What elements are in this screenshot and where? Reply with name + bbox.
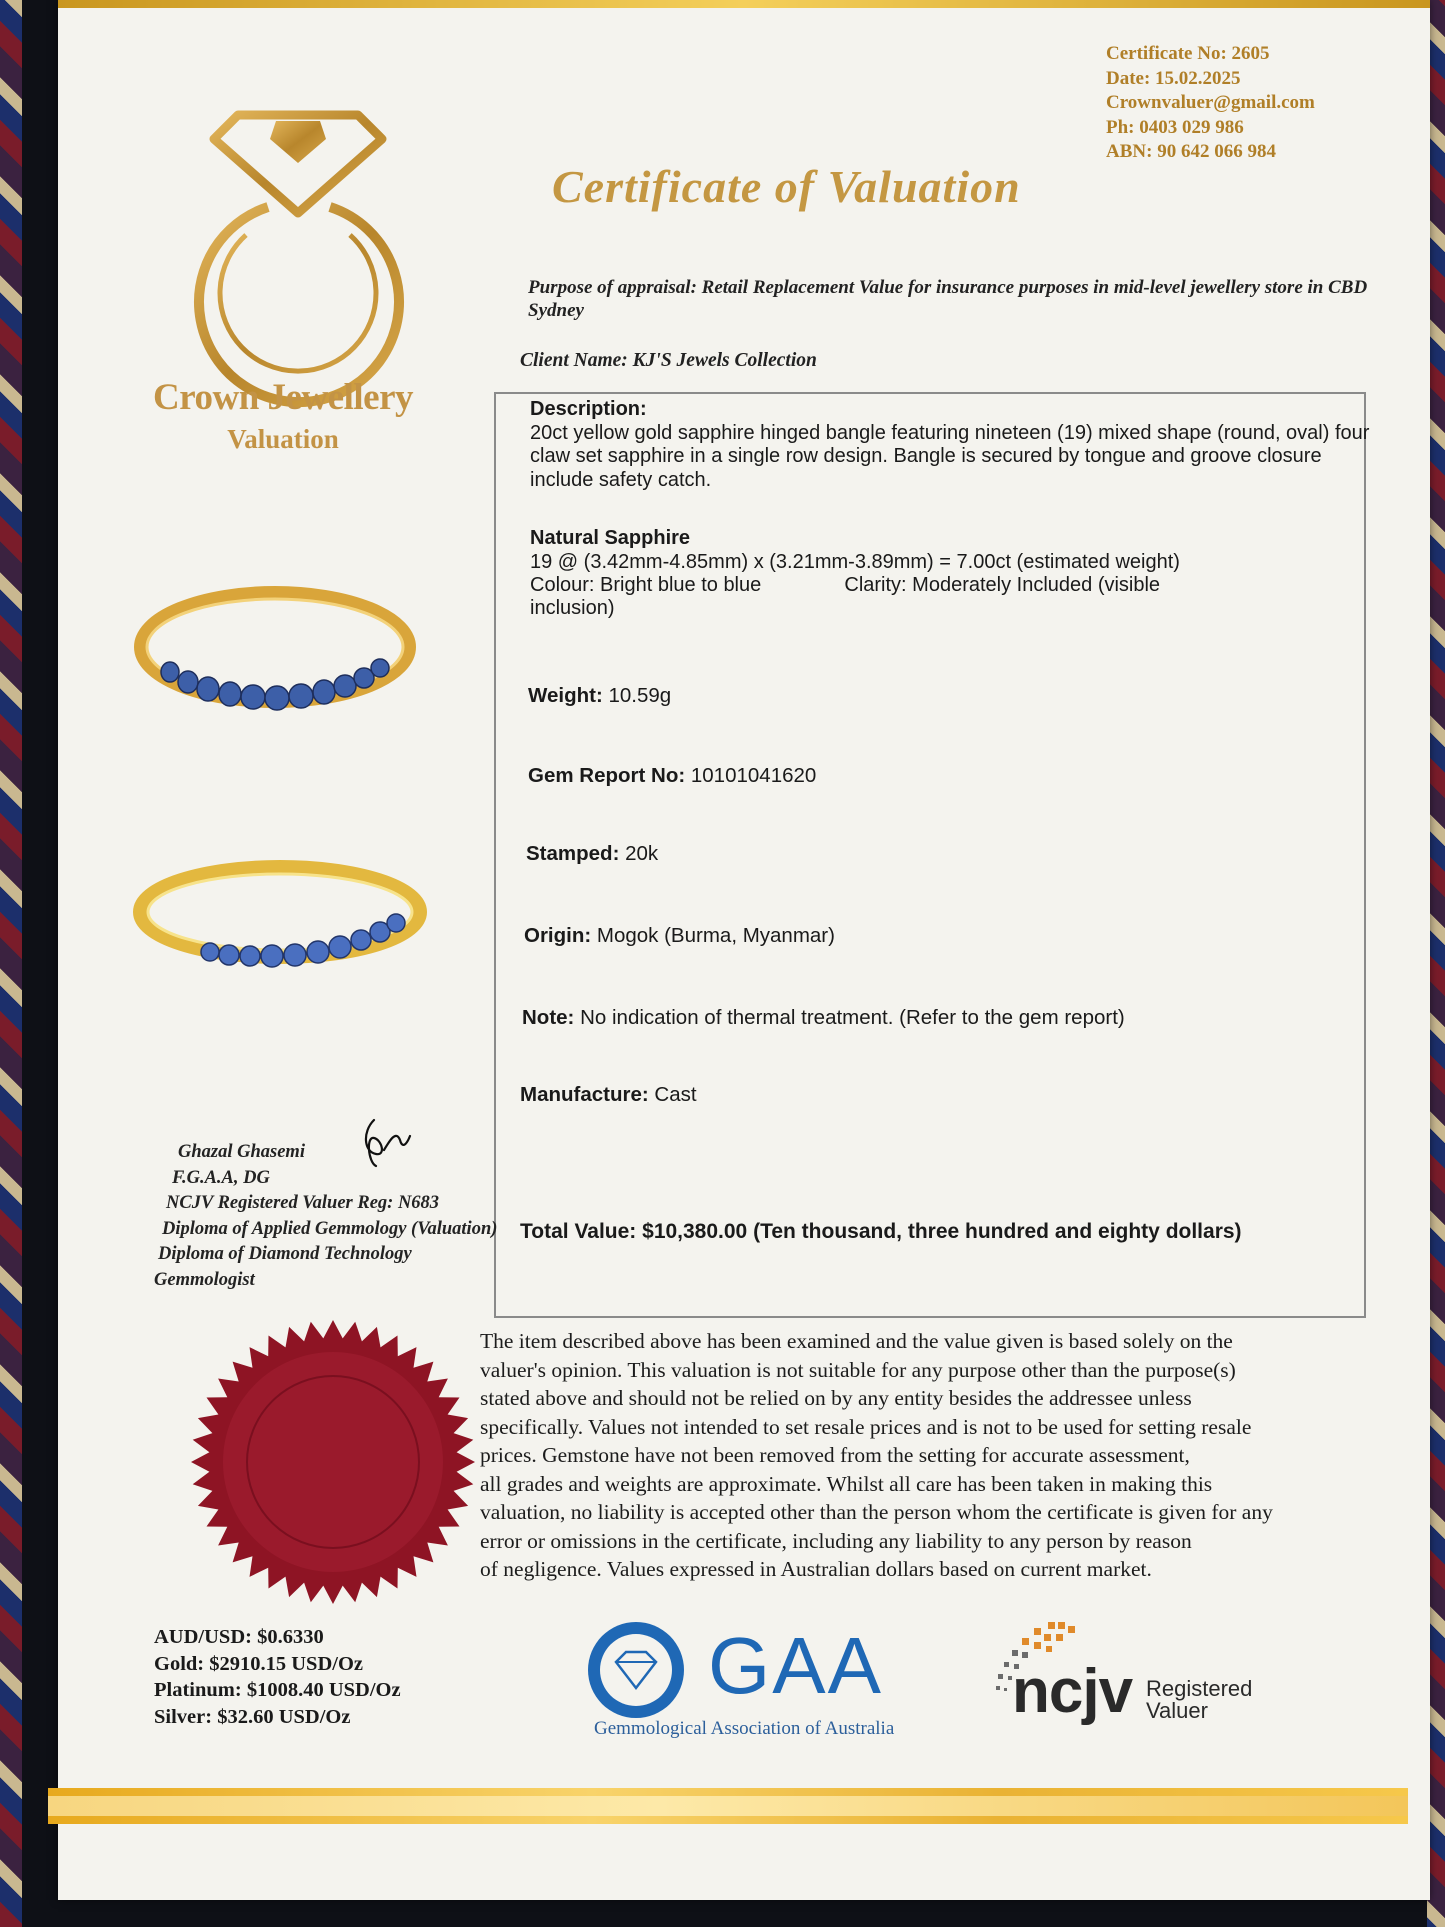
ncjv-registered: Registered bbox=[1146, 1676, 1253, 1701]
valuer-qualification: F.G.A.A, DG bbox=[172, 1167, 270, 1188]
certificate-number: Certificate No: 2605 bbox=[1106, 43, 1270, 64]
rate-aud-usd: AUD/USD: $0.6330 bbox=[154, 1626, 324, 1648]
bottom-gold-band bbox=[48, 1788, 1408, 1824]
note-field bbox=[522, 1006, 1125, 1030]
ncjv-registered-valuer bbox=[1146, 1678, 1252, 1722]
disclaimer-line: error or omissions in the certificate, including any liability to any person by reason bbox=[480, 1528, 1192, 1553]
valuer-diploma-diamond: Diploma of Diamond Technology bbox=[158, 1244, 412, 1264]
sapphire-clarity-cont: inclusion) bbox=[530, 597, 615, 619]
contact-email: Crownvaluer@gmail.com bbox=[1106, 92, 1315, 113]
stamped-field bbox=[526, 842, 658, 866]
disclaimer-line: all grades and weights are approximate. Whilst all care has been taken in making this bbox=[480, 1471, 1213, 1496]
manufacture-field bbox=[520, 1083, 697, 1107]
certificate-date: Date: 15.02.2025 bbox=[1106, 67, 1241, 89]
disclaimer-line: specifically. Values not intended to set resale prices and is not to be used for setting resale bbox=[480, 1414, 1252, 1439]
disclaimer bbox=[480, 1327, 1380, 1584]
client-name: Client Name: KJ'S Jewels Collection bbox=[520, 350, 817, 371]
certificate-title: Certificate of Valuation bbox=[552, 161, 1021, 212]
gaa-full-name: Gemmological Association of Australia bbox=[594, 1718, 895, 1739]
sapphire-colour: Colour: Bright blue to blue bbox=[530, 574, 762, 596]
manufacture-value: Cast bbox=[648, 1083, 697, 1106]
sapphire-measure: 19 @ (3.42mm-4.85mm) x (3.21mm-3.89mm) = 7.00ct (estimated weight) bbox=[530, 551, 1180, 573]
disclaimer-line: valuation, no liability is accepted other than the person whom the certificate is given for any bbox=[480, 1500, 1273, 1524]
bangle-photo-top bbox=[130, 572, 420, 742]
abn-number: ABN: 90 642 066 984 bbox=[1106, 141, 1276, 162]
ncjv-logo-text: ncjv bbox=[1012, 1657, 1133, 1726]
valuer-title: Gemmologist bbox=[154, 1269, 255, 1290]
origin-value: Mogok (Burma, Myanmar) bbox=[591, 924, 835, 947]
valuer-registration: NCJV Registered Valuer Reg: N683 bbox=[166, 1193, 440, 1213]
disclaimer-line: valuer's opinion. This valuation is not suitable for any purpose other than the purpose(s) bbox=[480, 1357, 1236, 1382]
ncjv-valuer: Valuer bbox=[1146, 1698, 1208, 1723]
certificate-info bbox=[1106, 42, 1406, 165]
total-value: Total Value: $10,380.00 (Ten thousand, three hundred and eighty dollars) bbox=[520, 1220, 1242, 1243]
valuer-name: Ghazal Ghasemi bbox=[178, 1142, 305, 1162]
bangle-photo-bottom bbox=[130, 852, 430, 1002]
gaa-logo-text: GAA bbox=[708, 1621, 883, 1710]
disclaimer-line: of negligence. Values expressed in Australian dollars based on current market. bbox=[480, 1557, 1152, 1581]
valuer-diploma-gemmology: Diploma of Applied Gemmology (Valuation) bbox=[162, 1218, 498, 1239]
disclaimer-line: prices. Gemstone have not been removed from the setting for accurate assessment, bbox=[480, 1443, 1190, 1467]
rate-gold: Gold: $2910.15 USD/Oz bbox=[154, 1652, 363, 1675]
weight-label: Weight: bbox=[528, 684, 603, 707]
description-text: 20ct yellow gold sapphire hinged bangle featuring nineteen (19) mixed shape (round, oval) four claw set sapphire in a single row design. Bangle is secured by tongue and groove closure include safety catch. bbox=[530, 421, 1370, 491]
metal-rates bbox=[154, 1624, 514, 1730]
sapphire-heading: Natural Sapphire bbox=[530, 527, 691, 549]
origin-field bbox=[524, 924, 835, 948]
note-label: Note: bbox=[522, 1006, 575, 1029]
wax-seal-icon bbox=[188, 1312, 478, 1612]
top-gold-band bbox=[58, 0, 1430, 8]
brand-name: Crown Jewellery bbox=[153, 377, 413, 418]
disclaimer-line: The item described above has been examined and the value given is based solely on the bbox=[480, 1329, 1233, 1353]
sapphire-clarity: Clarity: Moderately Included (visible bbox=[844, 574, 1161, 596]
rate-platinum: Platinum: $1008.40 USD/Oz bbox=[154, 1679, 401, 1701]
gem-report-label: Gem Report No: bbox=[528, 764, 686, 787]
stamped-value: 20k bbox=[619, 842, 659, 865]
sapphire-details bbox=[530, 526, 1390, 620]
manufacture-label: Manufacture: bbox=[520, 1083, 649, 1106]
weight-value: 10.59g bbox=[602, 684, 672, 707]
brand-subtitle: Valuation bbox=[227, 424, 339, 454]
gem-report-field bbox=[528, 764, 816, 788]
origin-label: Origin: bbox=[524, 924, 592, 947]
certificate-page bbox=[58, 0, 1430, 1900]
valuer-details bbox=[154, 1140, 534, 1293]
description bbox=[530, 398, 1390, 492]
stamped-label: Stamped: bbox=[526, 842, 620, 865]
purpose-of-appraisal: Purpose of appraisal: Retail Replacement Value for insurance purposes in mid-level jewellery store in CBD Sydney bbox=[528, 277, 1368, 321]
note-value: No indication of thermal treatment. (Refer to the gem report) bbox=[574, 1006, 1125, 1029]
rate-silver: Silver: $32.60 USD/Oz bbox=[154, 1705, 351, 1728]
gem-report-value: 10101041620 bbox=[685, 764, 817, 787]
contact-phone: Ph: 0403 029 986 bbox=[1106, 116, 1244, 138]
description-heading: Description: bbox=[530, 398, 647, 420]
weight-field bbox=[528, 684, 671, 708]
disclaimer-line: stated above and should not be relied on by any entity besides the addressee unless bbox=[480, 1386, 1192, 1410]
